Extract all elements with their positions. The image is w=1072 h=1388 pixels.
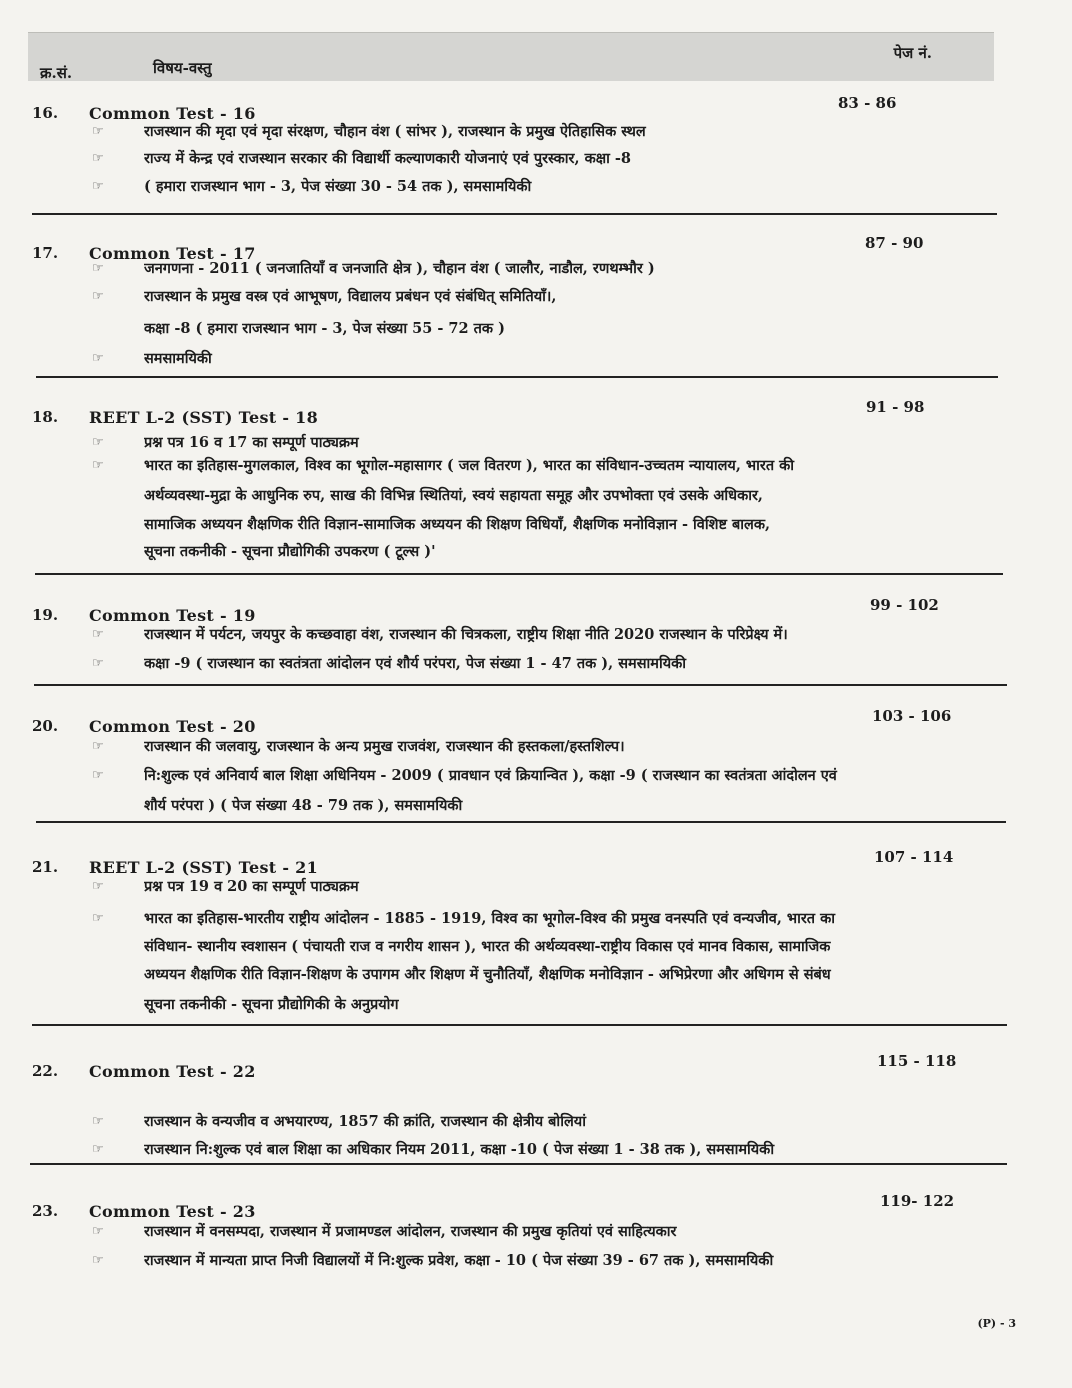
pointing-hand-icon: ☞ — [92, 768, 104, 783]
entry-page-range: 103 - 106 — [872, 707, 952, 725]
section-divider — [32, 213, 997, 215]
entry-topic-line: सूचना तकनीकी - सूचना प्रौद्योगिकी के अनुप्रयोग — [144, 996, 399, 1013]
pointing-hand-icon: ☞ — [92, 124, 104, 139]
entry-title: Common Test - 20 — [89, 717, 256, 736]
entry-topic-line: शौर्य परंपरा ) ( पेज संख्या 48 - 79 तक ), समसामयिकी — [144, 797, 463, 814]
entry-page-range: 91 - 98 — [866, 398, 925, 416]
entry-topic-line: राजस्थान के वन्यजीव व अभयारण्य, 1857 की क्रांति, राजस्थान की क्षेत्रीय बोलियां — [144, 1113, 586, 1130]
entry-number: 18. — [32, 408, 59, 426]
page-footer: (P) - 3 — [977, 1317, 1016, 1330]
entry-number: 20. — [32, 717, 59, 735]
entry-number: 19. — [32, 606, 59, 624]
entry-title: Common Test - 23 — [89, 1202, 256, 1221]
entry-topic-line: समसामयिकी — [144, 350, 212, 367]
entry-topic-line: प्रश्न पत्र 19 व 20 का सम्पूर्ण पाठ्यक्रम — [144, 878, 359, 895]
pointing-hand-icon: ☞ — [92, 261, 104, 276]
pointing-hand-icon: ☞ — [92, 458, 104, 473]
section-divider — [35, 573, 1003, 575]
entry-title: Common Test - 19 — [89, 606, 256, 625]
entry-page-range: 87 - 90 — [865, 234, 924, 252]
entry-topic-line: संविधान- स्थानीय स्वशासन ( पंचायती राज व नगरीय शासन ), भारत की अर्थव्यवस्था-राष्ट्रीय विकास एवं मानव विकास, सामाजिक — [144, 938, 831, 955]
pointing-hand-icon: ☞ — [92, 739, 104, 754]
pointing-hand-icon: ☞ — [92, 351, 104, 366]
entry-title: Common Test - 22 — [89, 1062, 256, 1081]
pointing-hand-icon: ☞ — [92, 1114, 104, 1129]
pointing-hand-icon: ☞ — [92, 179, 104, 194]
entry-topic-line: राज्य में केन्द्र एवं राजस्थान सरकार की विद्यार्थी कल्याणकारी योजनाएं एवं पुरस्कार, कक्षा -8 — [144, 150, 632, 167]
pointing-hand-icon: ☞ — [92, 1224, 104, 1239]
entry-number: 23. — [32, 1202, 59, 1220]
pointing-hand-icon: ☞ — [92, 879, 104, 894]
pointing-hand-icon: ☞ — [92, 435, 104, 450]
entry-topic-line: अध्ययन शैक्षणिक रीति विज्ञान-शिक्षण के उपागम और शिक्षण में चुनौतियाँ, शैक्षणिक मनोविज्ञान - अभिप्रेरणा और अधिगम से संबंध — [144, 966, 831, 983]
section-divider — [30, 1163, 1007, 1165]
entry-page-range: 115 - 118 — [877, 1052, 957, 1070]
pointing-hand-icon: ☞ — [92, 289, 104, 304]
section-divider — [36, 376, 998, 378]
section-divider — [34, 684, 1007, 686]
entry-title: Common Test - 17 — [89, 244, 256, 263]
entry-topic-line: राजस्थान की जलवायु, राजस्थान के अन्य प्रमुख राजवंश, राजस्थान की हस्तकला/हस्तशिल्प। — [144, 738, 625, 755]
entry-topic-line: प्रश्न पत्र 16 व 17 का सम्पूर्ण पाठ्यक्रम — [144, 434, 359, 451]
entry-topic-line: अर्थव्यवस्था-मुद्रा के आधुनिक रुप, साख की विभिन्न स्थितियां, स्वयं सहायता समूह और उपभोक्ता एवं उसके अधिकार, — [144, 487, 763, 504]
entry-topic-line: राजस्थान की मृदा एवं मृदा संरक्षण, चौहान वंश ( सांभर ), राजस्थान के प्रमुख ऐतिहासिक स्थल — [144, 123, 646, 140]
entry-topic-line: कक्षा -8 ( हमारा राजस्थान भाग - 3, पेज संख्या 55 - 72 तक ) — [144, 320, 505, 337]
pointing-hand-icon: ☞ — [92, 911, 104, 926]
entry-topic-line: सामाजिक अध्ययन शैक्षणिक रीति विज्ञान-सामाजिक अध्ययन की शिक्षण विधियाँ, शैक्षणिक मनोविज्ञान - विशिष्ट बालक, — [144, 516, 771, 533]
pointing-hand-icon: ☞ — [92, 1142, 104, 1157]
entry-title: REET L-2 (SST) Test - 21 — [89, 858, 319, 877]
entry-number: 21. — [32, 858, 59, 876]
section-divider — [32, 1024, 1007, 1026]
entry-title: REET L-2 (SST) Test - 18 — [89, 408, 319, 427]
entry-topic-line: कक्षा -9 ( राजस्थान का स्वतंत्रता आंदोलन एवं शौर्य परंपरा, पेज संख्या 1 - 47 तक ), समसामयिकी — [144, 655, 687, 672]
entry-topic-line: राजस्थान नि:शुल्क एवं बाल शिक्षा का अधिकार नियम 2011, कक्षा -10 ( पेज संख्या 1 - 38 तक ), समसामयिकी — [144, 1141, 775, 1158]
header-subject: विषय-वस्तु — [153, 59, 212, 77]
pointing-hand-icon: ☞ — [92, 1253, 104, 1268]
entry-topic-line: भारत का इतिहास-मुगलकाल, विश्व का भूगोल-महासागर ( जल वितरण ), भारत का संविधान-उच्चतम न्यायालय, भारत की — [144, 457, 795, 474]
pointing-hand-icon: ☞ — [92, 627, 104, 642]
entry-topic-line: सूचना तकनीकी - सूचना प्रौद्योगिकी उपकरण ( टूल्स )' — [144, 543, 436, 560]
entry-topic-line: राजस्थान में मान्यता प्राप्त निजी विद्यालयों में नि:शुल्क प्रवेश, कक्षा - 10 ( पेज संख्या 39 - 67 तक ), समसामयिकी — [144, 1252, 774, 1269]
entry-topic-line: राजस्थान में वनसम्पदा, राजस्थान में प्रजामण्डल आंदोलन, राजस्थान की प्रमुख कृतियां एवं साहित्यकार — [144, 1223, 677, 1240]
entry-number: 16. — [32, 104, 59, 122]
pointing-hand-icon: ☞ — [92, 656, 104, 671]
header-page-number: पेज नं. — [893, 44, 932, 62]
entry-page-range: 119- 122 — [880, 1192, 955, 1210]
entry-page-range: 83 - 86 — [838, 94, 897, 112]
header-serial-number: क्र.सं. — [40, 64, 73, 82]
entry-topic-line: जनगणना - 2011 ( जनजातियाँ व जनजाति क्षेत्र ), चौहान वंश ( जालौर, नाडौल, रणथम्भौर ) — [144, 260, 655, 277]
pointing-hand-icon: ☞ — [92, 151, 104, 166]
entry-topic-line: राजस्थान में पर्यटन, जयपुर के कच्छवाहा वंश, राजस्थान की चित्रकला, राष्ट्रीय शिक्षा नीति 2020 राजस्थान के परिप्रेक्ष्य में। — [144, 626, 788, 643]
section-divider — [36, 821, 1006, 823]
entry-number: 22. — [32, 1062, 59, 1080]
entry-topic-line: नि:शुल्क एवं अनिवार्य बाल शिक्षा अधिनियम - 2009 ( प्रावधान एवं क्रियान्वित ), कक्षा -9 ( राजस्थान का स्वतंत्रता आंदोलन एवं — [144, 767, 837, 784]
entry-number: 17. — [32, 244, 59, 262]
entry-page-range: 107 - 114 — [874, 848, 954, 866]
table-header — [28, 32, 994, 81]
entry-topic-line: भारत का इतिहास-भारतीय राष्ट्रीय आंदोलन - 1885 - 1919, विश्व का भूगोल-विश्व की प्रमुख वनस्पति एवं वन्यजीव, भारत का — [144, 910, 836, 927]
entry-title: Common Test - 16 — [89, 104, 256, 123]
entry-page-range: 99 - 102 — [870, 596, 939, 614]
entry-topic-line: ( हमारा राजस्थान भाग - 3, पेज संख्या 30 - 54 तक ), समसामयिकी — [144, 178, 532, 195]
entry-topic-line: राजस्थान के प्रमुख वस्त्र एवं आभूषण, विद्यालय प्रबंधन एवं संबंधित् समितियाँ।, — [144, 288, 557, 305]
